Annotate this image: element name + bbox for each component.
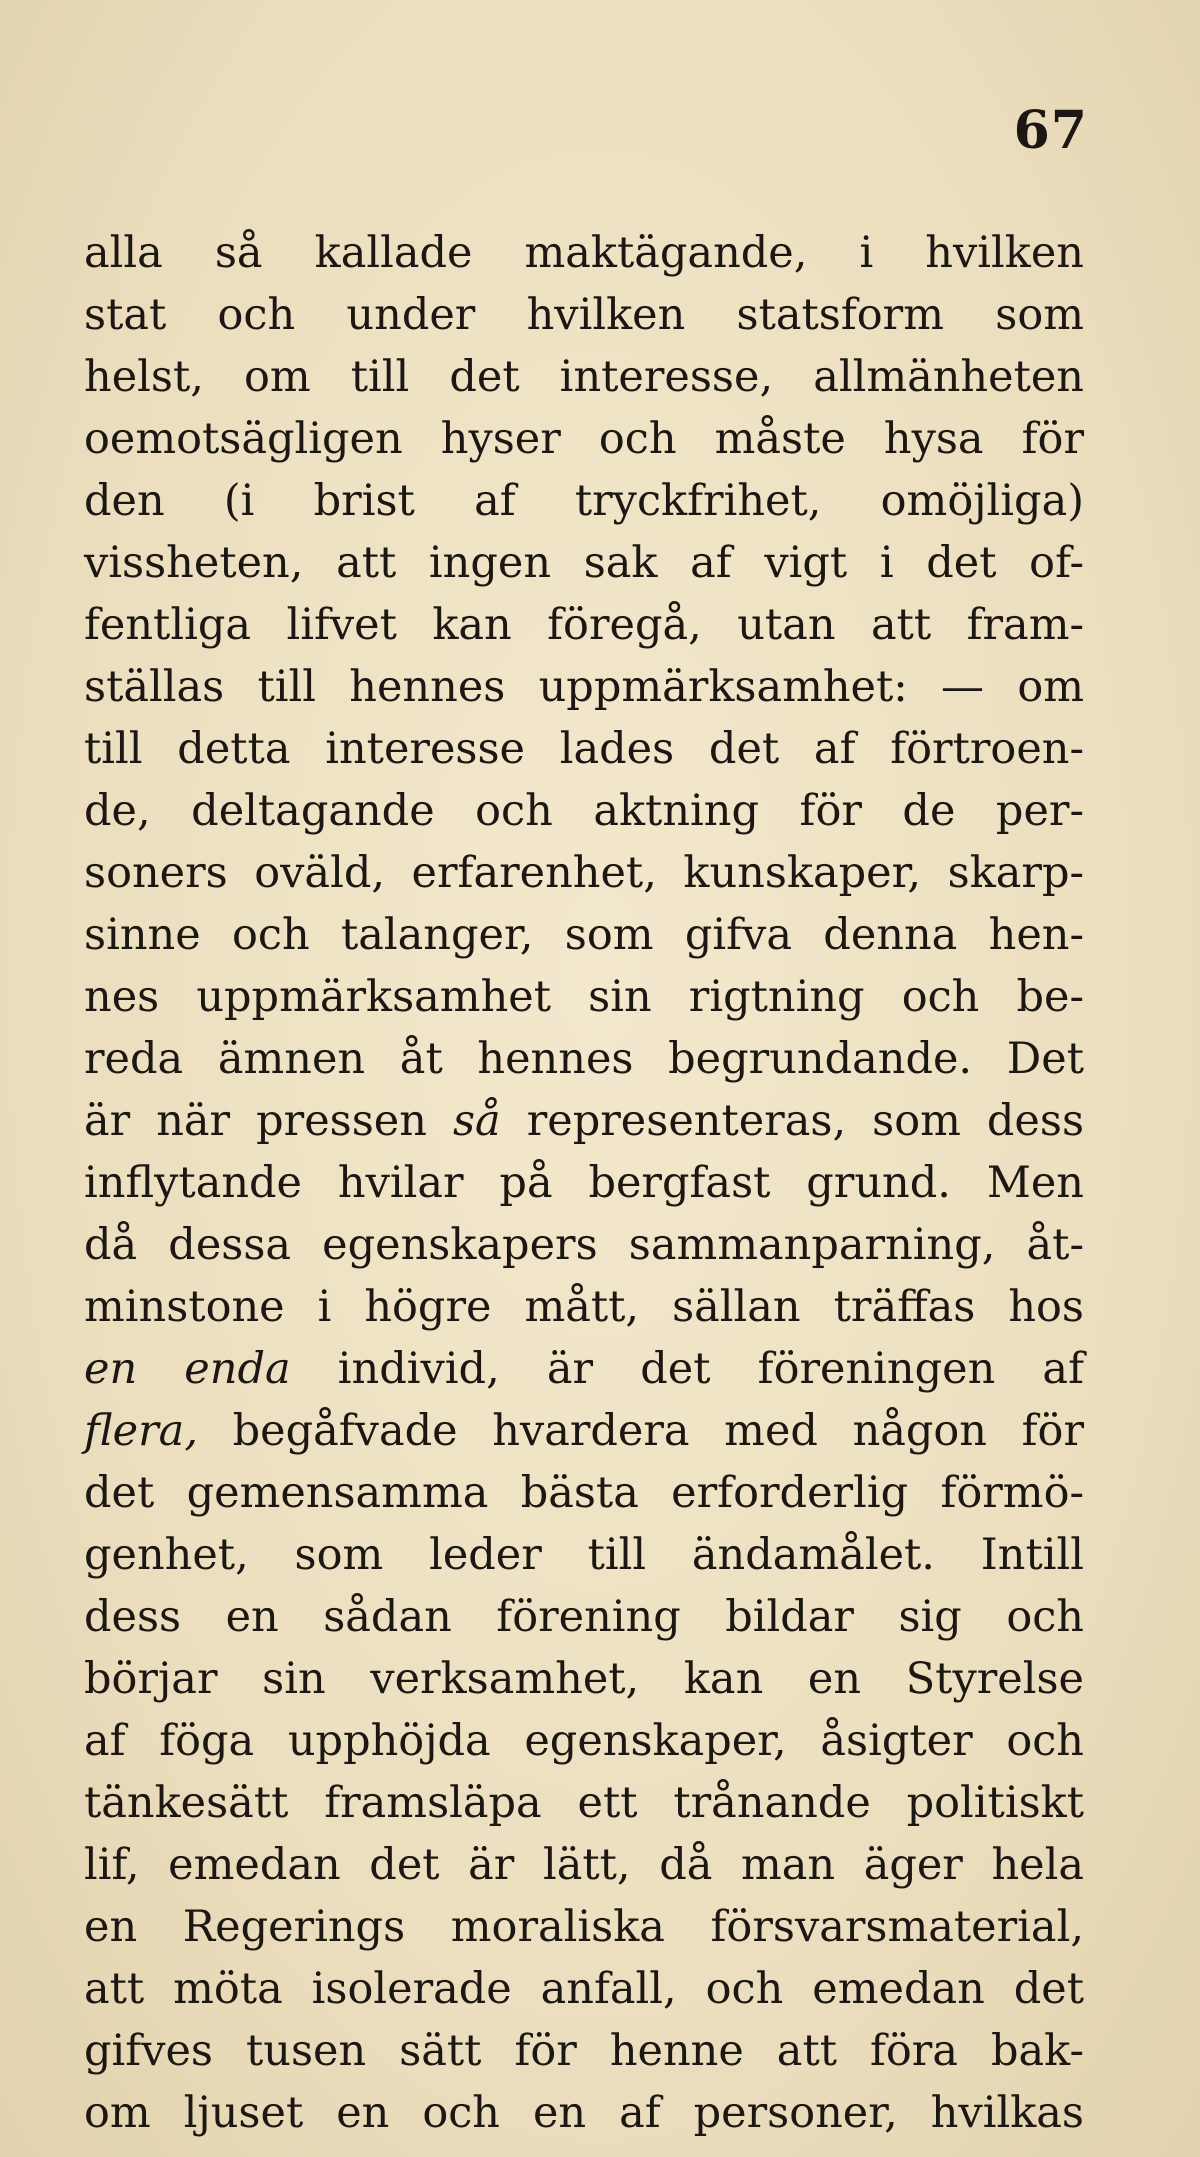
text-line: om ljuset en och en af personer, hvilkas — [84, 2088, 1084, 2138]
body-text — [84, 222, 1084, 2144]
emphasized-text: en enda — [84, 1344, 291, 1394]
emphasized-text: så — [452, 1096, 501, 1146]
text-segment: representeras, som dess — [500, 1096, 1085, 1146]
text-line: till detta interesse lades det af förtroen- — [84, 724, 1084, 774]
text-line: tänkesätt framsläpa ett trånande politiskt — [84, 1778, 1084, 1828]
text-line: oemotsägligen hyser och måste hysa för — [84, 414, 1084, 464]
text-line: nes uppmärksamhet sin rigtning och be- — [84, 972, 1084, 1022]
text-line: att möta isolerade anfall, och emedan det — [84, 1964, 1084, 2014]
text-line: vissheten, att ingen sak af vigt i det of- — [84, 538, 1084, 588]
text-line: den (i brist af tryckfrihet, omöjliga) — [84, 476, 1084, 526]
text-line: af föga upphöjda egenskaper, åsigter och — [84, 1716, 1084, 1766]
text-line: dess en sådan förening bildar sig och — [84, 1592, 1084, 1642]
text-line: minstone i högre mått, sällan träffas hos — [84, 1282, 1084, 1332]
text-line: ställas till hennes uppmärksamhet: — om — [84, 662, 1084, 712]
page-number: 67 — [1013, 100, 1088, 161]
text-line — [84, 1338, 1084, 1400]
text-line: börjar sin verksamhet, kan en Styrelse — [84, 1654, 1084, 1704]
text-segment: individ, är det föreningen af — [290, 1344, 1084, 1394]
text-line: en Regerings moraliska försvarsmaterial, — [84, 1902, 1084, 1952]
text-line: stat och under hvilken statsform som — [84, 290, 1084, 340]
text-line: reda ämnen åt hennes begrundande. Det — [84, 1034, 1084, 1084]
text-segment: är när pressen — [84, 1096, 453, 1146]
text-line: alla så kallade maktägande, i hvilken — [84, 228, 1084, 278]
text-segment: begåfvade hvardera med någon för — [198, 1406, 1084, 1456]
text-line: fentliga lifvet kan föregå, utan att fram- — [84, 600, 1084, 650]
text-line: inflytande hvilar på bergfast grund. Men — [84, 1158, 1084, 1208]
text-line: de, deltagande och aktning för de per- — [84, 786, 1084, 836]
text-line: då dessa egenskapers sammanparning, åt- — [84, 1220, 1084, 1270]
text-line: soners oväld, erfarenhet, kunskaper, skarp- — [84, 848, 1084, 898]
text-line — [84, 1400, 1084, 1462]
text-line: helst, om till det interesse, allmänheten — [84, 352, 1084, 402]
text-line: gifves tusen sätt för henne att föra bak- — [84, 2026, 1084, 2076]
text-line: sinne och talanger, som gifva denna hen- — [84, 910, 1084, 960]
emphasized-text: flera, — [84, 1406, 198, 1456]
text-line: lif, emedan det är lätt, då man äger hela — [84, 1840, 1084, 1890]
text-line — [84, 1090, 1084, 1152]
text-line: genhet, som leder till ändamålet. Intill — [84, 1530, 1084, 1580]
text-line: det gemensamma bästa erforderlig förmö- — [84, 1468, 1084, 1518]
